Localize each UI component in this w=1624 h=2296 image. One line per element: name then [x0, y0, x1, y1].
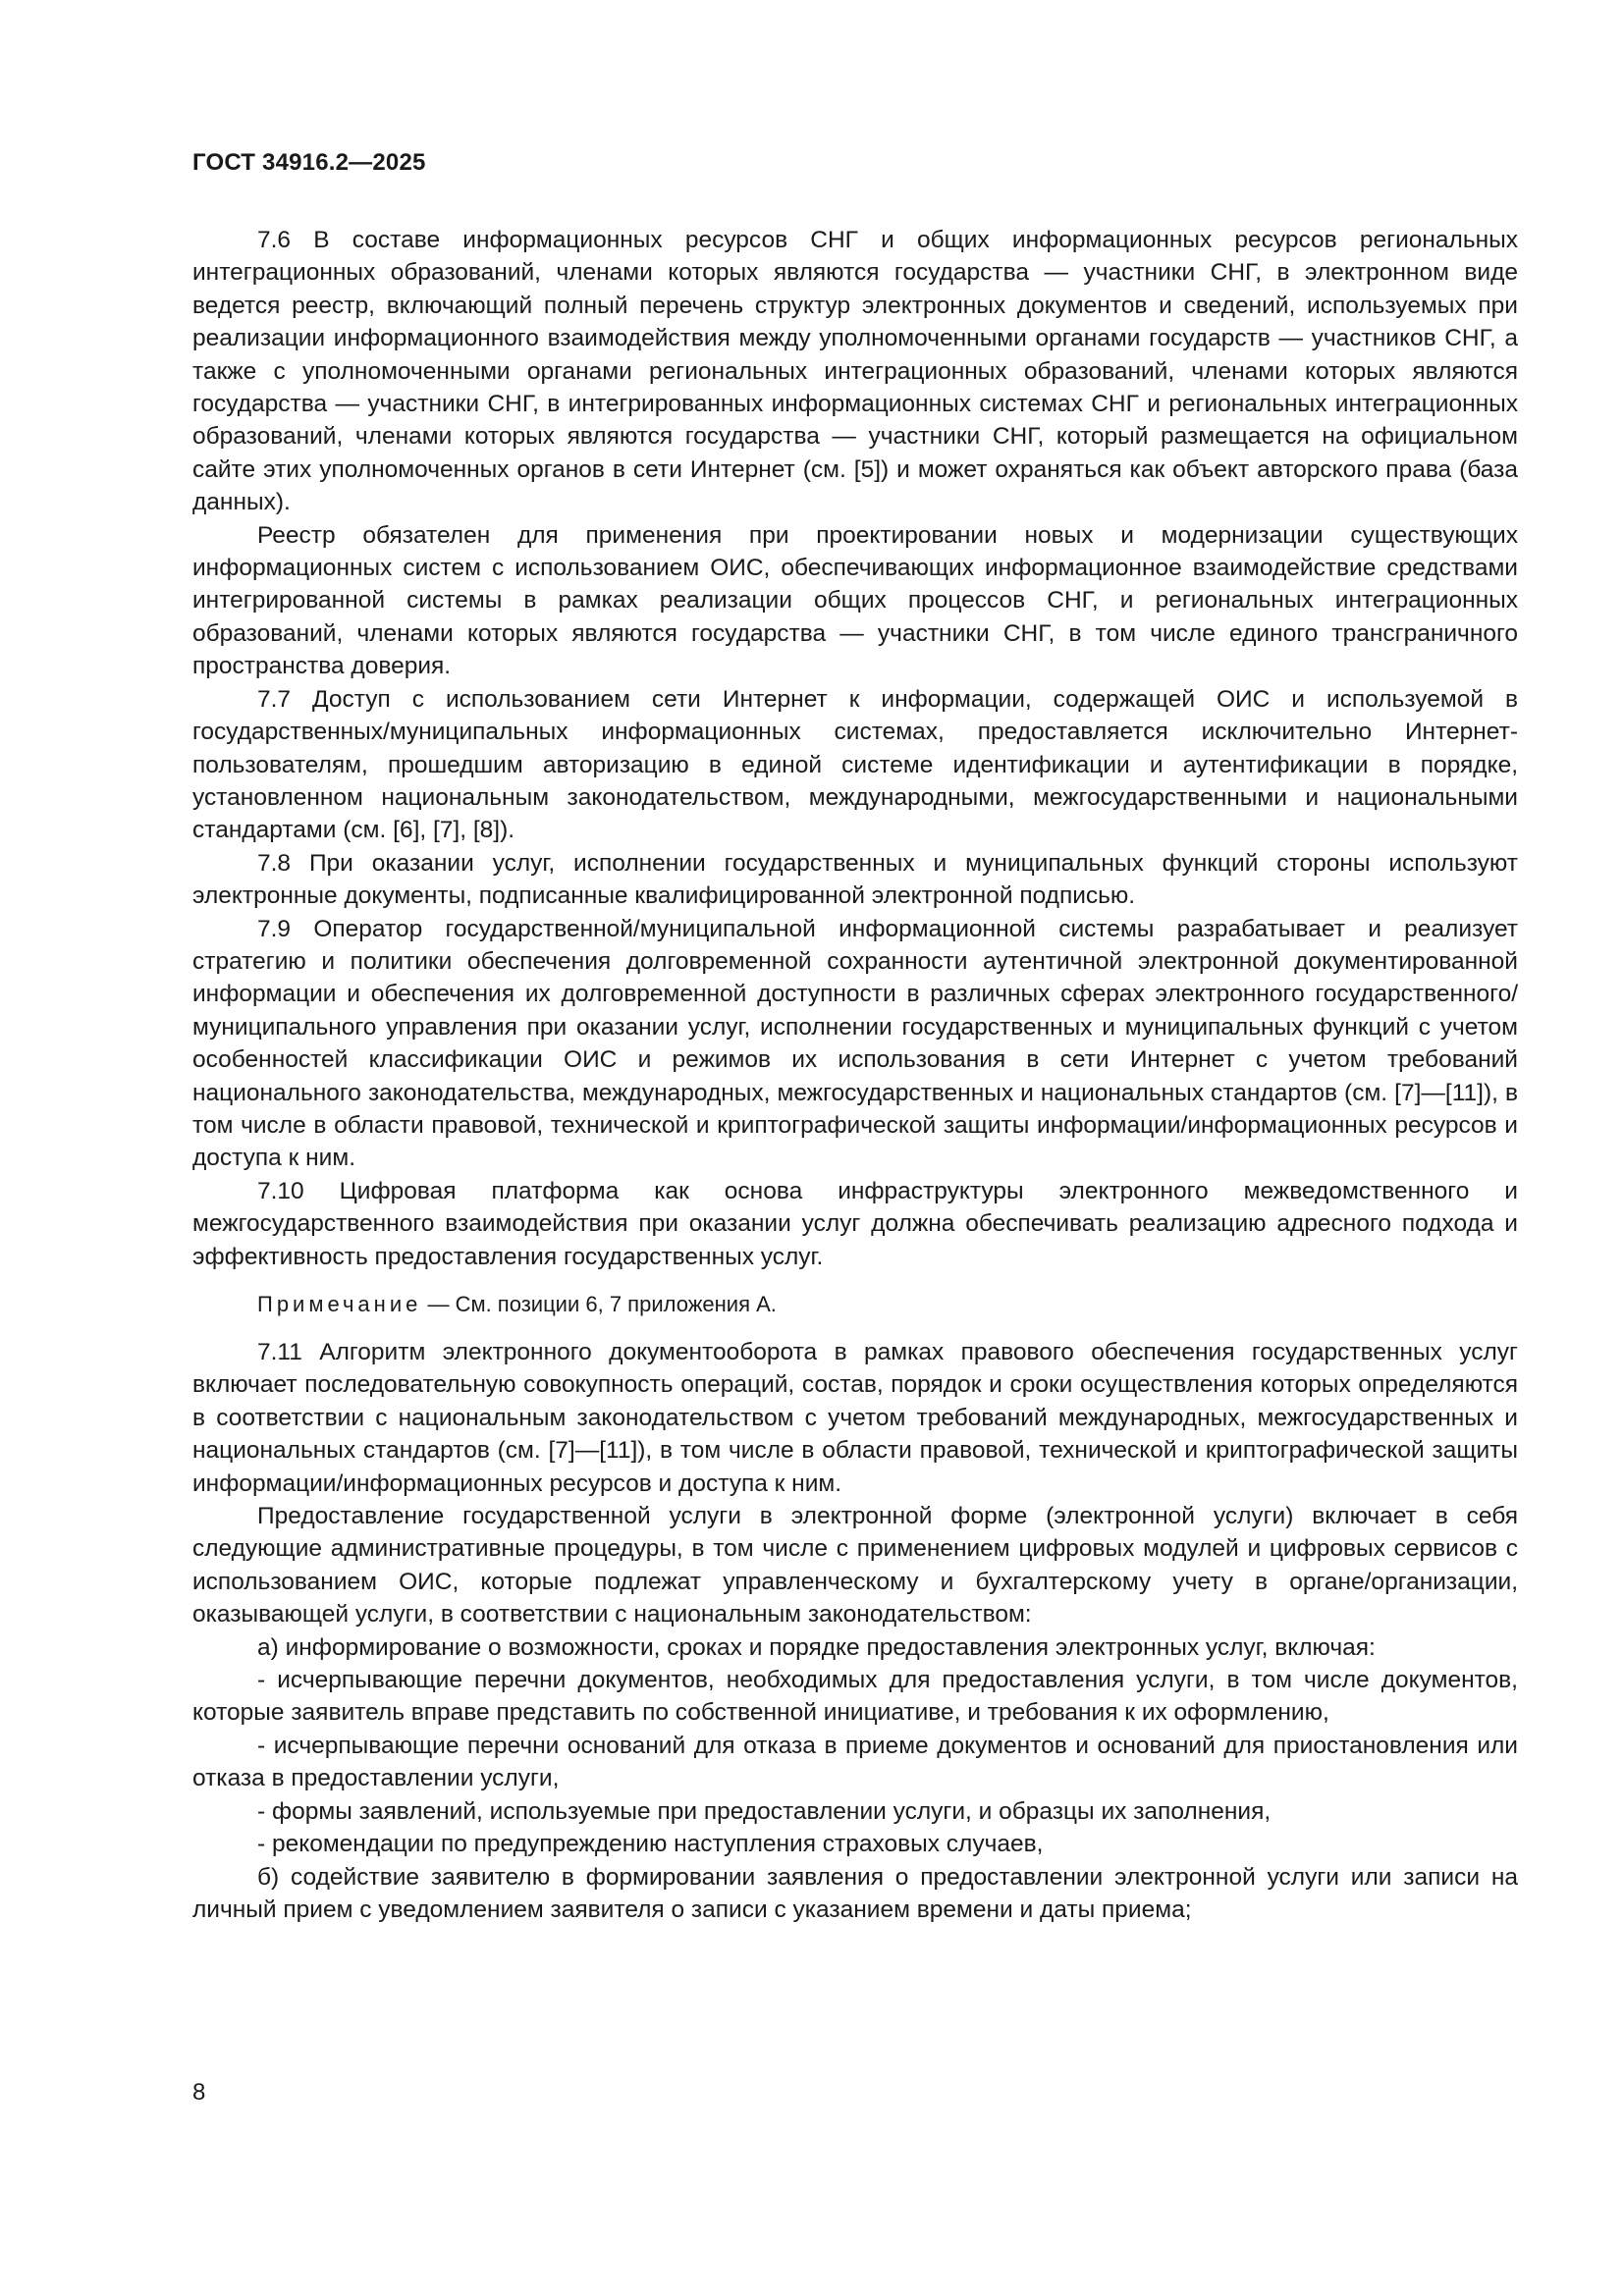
- paragraph-7-8: 7.8 При оказании услуг, исполнении государственных и муниципальных функций стороны используют электронные документы, подписанные квалифицированной электронной подписью.: [192, 849, 1518, 910]
- paragraph-7-11: 7.11 Алгоритм электронного документооборота в рамках правового обеспечения государственных услуг включает последовательную совокупность операций, состав, порядок и сроки осуществления которых определяются в соответствии с национальным законодательством с учетом требований международных, межгосударственных и национальных стандартов (см. [7]—[11]), в том числе в области правовой, технической и криптографической защиты информации/информационных ресурсов и доступа к ним.: [192, 1339, 1518, 1497]
- page-number: 8: [192, 2079, 206, 2106]
- list-subitem-documents: - исчерпывающие перечни документов, необходимых для предоставления услуги, в том числе документов, которые заявитель вправе представить по собственной инициативе, и требования к их оформлению,: [192, 1667, 1518, 1727]
- paragraph-registry: Реестр обязателен для применения при проектировании новых и модернизации существующих информационных систем с использованием ОИС, обеспечивающих информационное взаимодействие средствами интегрированной системы в рамках реализации общих процессов СНГ, и региональных интеграционных образований, членами которых являются государства — участники СНГ, в том числе единого трансграничного пространства доверия.: [192, 521, 1518, 680]
- note-label: Примечание: [257, 1292, 422, 1316]
- paragraph-electronic-service: Предоставление государственной услуги в электронной форме (электронной услуги) включает в себя следующие административные процедуры, в том числе с применением цифровых модулей и цифровых сервисов с использованием ОИС, которые подлежат управленческому и бухгалтерскому учету в органе/организации, оказывающей услуги, в соответствии с национальным законодательством:: [192, 1503, 1518, 1629]
- paragraph-7-10: 7.10 Цифровая платформа как основа инфраструктуры электронного межведомственного и межгосударственного взаимодействия при оказании услуг должна обеспечивать реализацию адресного подхода и эффективность предоставления государственных услуг.: [192, 1177, 1518, 1270]
- note: [192, 1290, 1518, 1319]
- list-item-a: а) информирование о возможности, сроках и порядке предоставления электронных услуг, включая:: [257, 1633, 1376, 1661]
- standard-header: ГОСТ 34916.2—2025: [192, 149, 426, 176]
- paragraph-7-9: 7.9 Оператор государственной/муниципальной информационной системы разрабатывает и реализует стратегию и политики обеспечения долговременной сохранности аутентичной электронной документированной информации и обеспечения их долговременной доступности в различных сферах электронного государственного/муниципального управления при оказании услуг, исполнении государственных и муниципальных функций с учетом особенностей классификации ОИС и режимов их использования в сети Интернет с учетом требований национального законодательства, международных, межгосударственных и национальных стандартов (см. [7]—[11]), в том числе в области правовой, технической и криптографической защиты информации/информационных ресурсов и доступа к ним.: [192, 915, 1518, 1172]
- list-item-b: б) содействие заявителю в формировании заявления о предоставлении электронной услуги или записи на личный прием с уведомлением заявителя о записи с указанием времени и даты приема;: [192, 1863, 1518, 1923]
- paragraph-7-6: 7.6 В составе информационных ресурсов СНГ и общих информационных ресурсов региональных интеграционных образований, членами которых являются государства — участники СНГ, в электронном виде ведется реестр, включающий полный перечень структур электронных документов и сведений, используемых при реализации информационного взаимодействия между уполномоченными органами государств — участников СНГ, а также с уполномоченными органами региональных интеграционных образований, членами которых являются государства — участники СНГ, в интегрированных информационных системах СНГ и региональных интеграционных образований, членами которых являются государства — участники СНГ, который размещается на официальном сайте этих уполномоченных органов в сети Интернет (см. [5]) и может охраняться как объект авторского права (база данных).: [192, 227, 1518, 516]
- note-text: — См. позиции 6, 7 приложения А.: [421, 1292, 777, 1316]
- document-body: [192, 224, 1518, 1926]
- paragraph-7-7: 7.7 Доступ с использованием сети Интернет к информации, содержащей ОИС и используемой в государственных/муниципальных информационных системах, предоставляется исключительно Интернет-пользователям, прошедшим авторизацию в единой системе идентификации и аутентификации в порядке, установленном национальным законодательством, международными, межгосударственными и национальными стандартами (см. [6], [7], [8]).: [192, 685, 1518, 844]
- list-subitem-recommendations: - рекомендации по предупреждению наступления страховых случаев,: [257, 1831, 1044, 1858]
- list-subitem-refusal-grounds: - исчерпывающие перечни оснований для отказа в приеме документов и оснований для приостановления или отказа в предоставлении услуги,: [192, 1732, 1518, 1792]
- list-subitem-forms: - формы заявлений, используемые при предоставлении услуги, и образцы их заполнения,: [257, 1797, 1272, 1825]
